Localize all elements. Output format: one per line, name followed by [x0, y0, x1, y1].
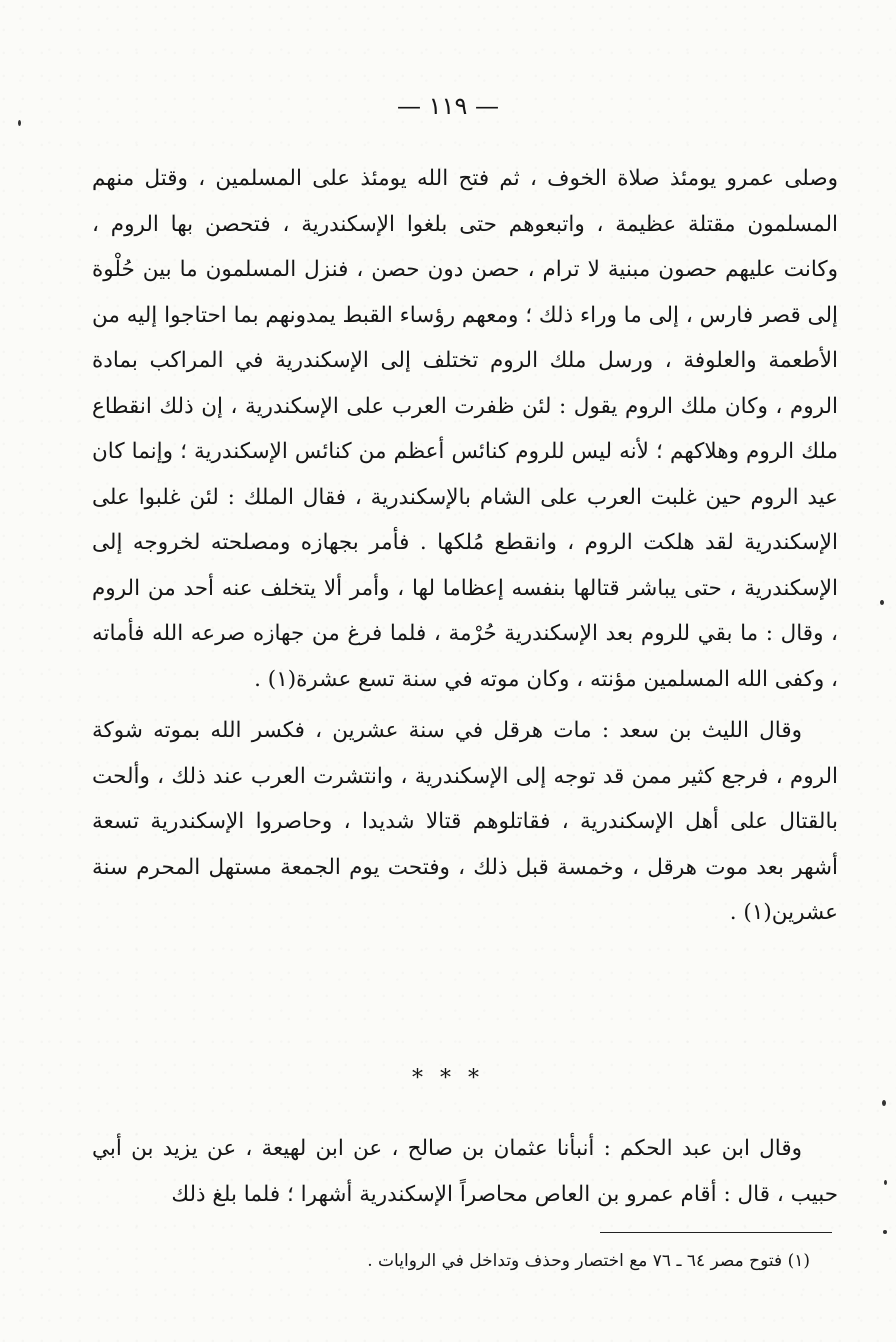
- section-separator: * * *: [412, 1066, 484, 1091]
- page-number: — ١١٩ —: [397, 92, 499, 120]
- footnote: (١) فتوح مصر ٦٤ ـ ٧٦ مع اختصار وحذف وتداخل في الروايات .: [367, 1251, 810, 1271]
- continuation-text: [92, 1126, 838, 1218]
- paragraph: وصلى عمرو يومئذ صلاة الخوف ، ثم فتح الله يومئذ على المسلمين ، وقتل منهم المسلمون مقتلة عظيمة ، واتبعوهم حتى بلغوا الإسكندرية ، فتحصن بها الروم ، وكانت عليهم حصون مبنية لا ترام ، حصن دون حصن ، فنزل المسلمون ما بين حُلْوة إلى قصر فارس ، إلى ما وراء ذلك ؛ ومعهم رؤساء القبط يمدونهم بما احتاجوا إليه من الأطعمة والعلوفة ، ورسل ملك الروم تختلف إلى الإسكندرية في المراكب بمادة الروم ، وكان ملك الروم يقول : لئن ظفرت العرب على الإسكندرية ، إن ذلك انقطاع ملك الروم وهلاكهم ؛ لأنه ليس للروم كنائس أعظم من كنائس الإسكندرية ؛ وإنما كان عيد الروم حين غلبت العرب على الشام بالإسكندرية ، فقال الملك : لئن غلبوا على الإسكندرية لقد هلكت الروم ، وانقطع مُلكها . فأمر بجهازه ومصلحته لخروجه إلى الإسكندرية ، حتى يباشر قتالها بنفسه إعظاما لها ، وأمر ألا يتخلف عنه أحد من الروم ، وقال : ما بقي للروم بعد الإسكندرية حُرْمة ، فلما فرغ من جهازه صرعه الله فأماته ، وكفى الله المسلمين مؤنته ، وكان موته في سنة تسع عشرة(١) .: [92, 166, 838, 692]
- paragraph: وقال الليث بن سعد : مات هرقل في سنة عشرين ، فكسر الله بموته شوكة الروم ، فرجع كثير ممن قد توجه إلى الإسكندرية ، وانتشرت العرب عند ذلك ، وألحت بالقتال على أهل الإسكندرية ، فقاتلوهم قتالا شديدا ، وحاصروا الإسكندرية تسعة أشهر بعد موت هرقل ، وخمسة قبل ذلك ، وفتحت يوم الجمعة مستهل المحرم سنة عشرين(١) .: [92, 718, 838, 925]
- footnote-divider: [600, 1232, 832, 1233]
- main-text: [92, 156, 838, 936]
- paragraph: وقال ابن عبد الحكم : أنبأنا عثمان بن صالح ، عن ابن لهيعة ، عن يزيد بن أبي حبيب ، قال : أقام عمرو بن العاص محاصراً الإسكندرية أشهرا ؛ فلما بلغ ذلك: [92, 1136, 838, 1207]
